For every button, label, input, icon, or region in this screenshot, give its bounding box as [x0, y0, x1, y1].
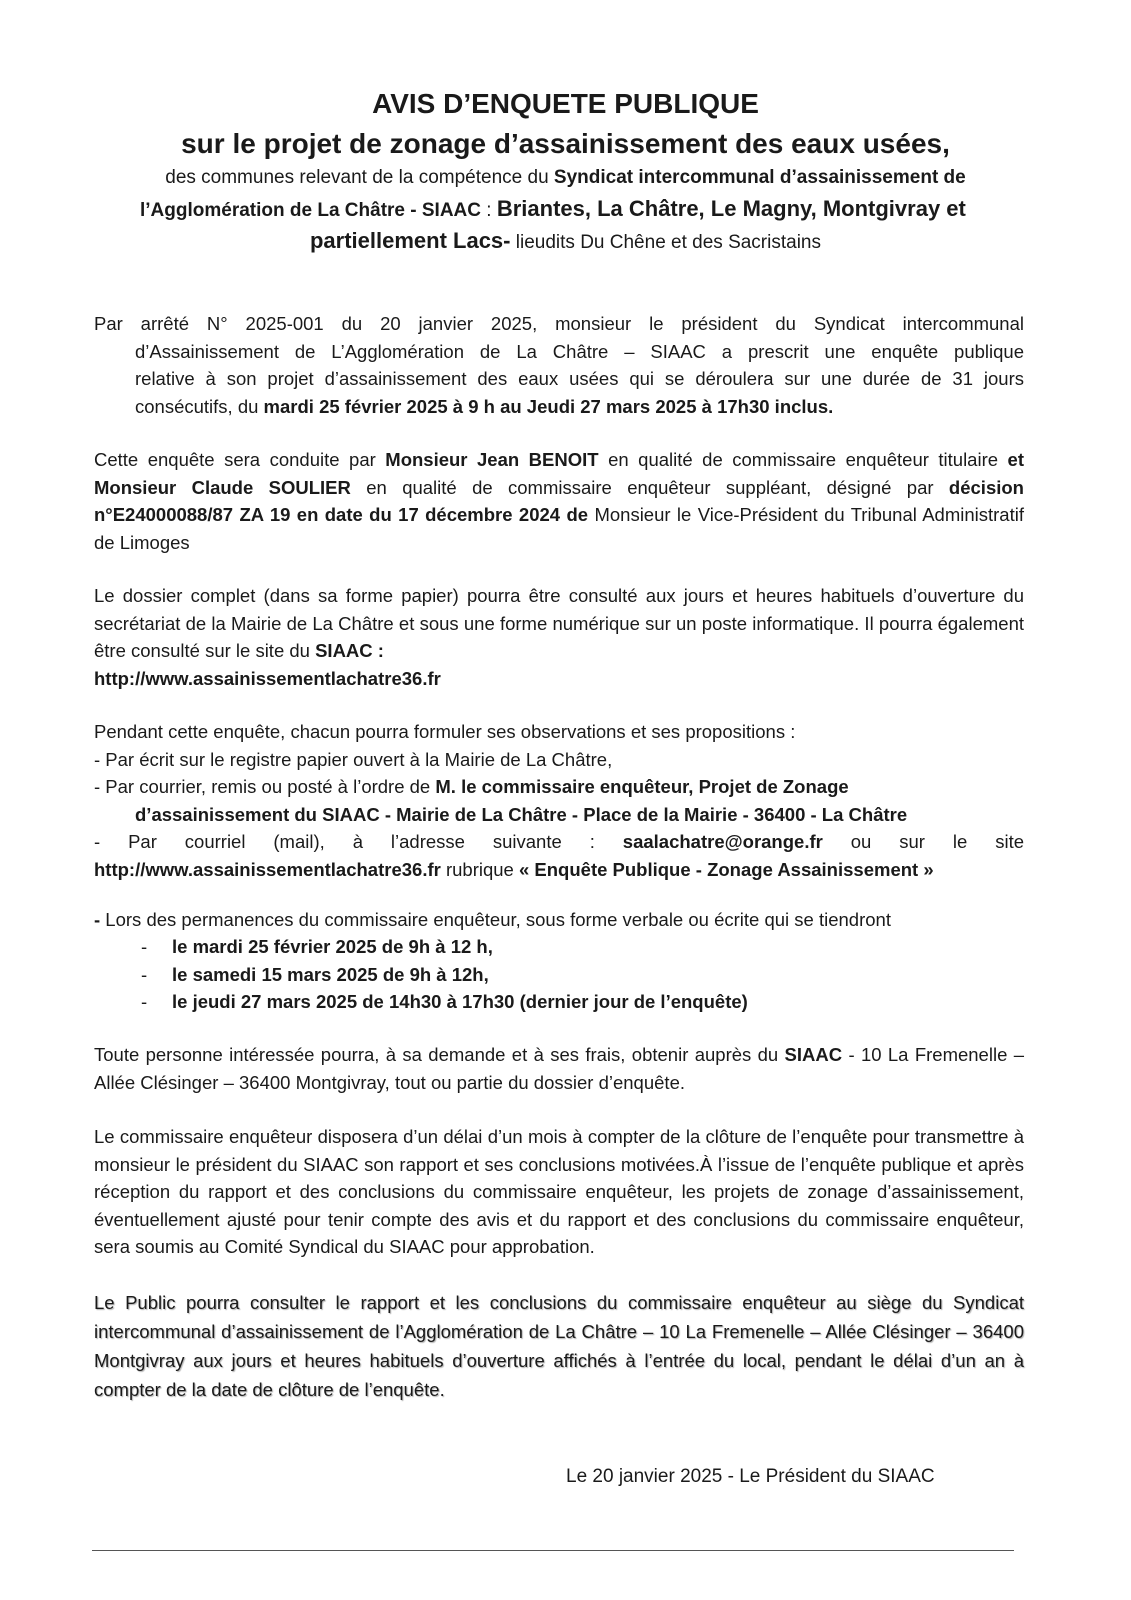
paragraph-rapport	[94, 1123, 1024, 1261]
header-line-1-text: des communes relevant de la compétence du	[165, 167, 554, 188]
email-link[interactable]: saalachatre@orange.fr	[622, 831, 823, 852]
signature: Le 20 janvier 2025 - Le Président du SIAAC	[566, 1466, 935, 1487]
footer-divider	[92, 1550, 1014, 1551]
paragraph-arrete	[94, 310, 1024, 420]
commissaire-text-g: Monsieur le Vice-Président du Tribunal Administratif de Limoges	[94, 504, 1024, 553]
arrete-line-4-text: consécutifs, du	[135, 395, 264, 417]
lieudits: lieudits Du Chêne et des Sacristains	[510, 232, 821, 253]
permanence-date	[94, 933, 1024, 961]
paragraph-permanences	[94, 906, 1024, 934]
commissaire-text-a: Cette enquête sera conduite par	[94, 449, 386, 470]
siaac-website-link[interactable]: http://www.assainissementlachatre36.fr	[94, 667, 441, 689]
observation-item-courrier	[94, 773, 1024, 801]
arrete-line-1: Par arrêté N° 2025-001 du 20 janvier 2025, monsieur le président du Syndicat intercommunal	[94, 313, 1024, 334]
permanence-date	[94, 988, 1024, 1016]
permanence-date-text: le mardi 25 février 2025 de 9h à 12 h,	[172, 936, 493, 957]
permanence-date-text: le samedi 15 mars 2025 de 9h à 12h,	[172, 963, 489, 985]
rubrique-name: « Enquête Publique - Zonage Assainissement »	[518, 858, 934, 880]
courriel-text-b: ou sur le site	[822, 831, 1024, 852]
header-line-1	[0, 167, 1131, 189]
courrier-destinataire: M. le commissaire enquêteur, Projet de Zonage	[435, 776, 849, 797]
siaac-label: SIAAC :	[315, 640, 384, 661]
document-title: AVIS D’ENQUETE PUBLIQUE	[372, 88, 759, 119]
rapport-text: Le commissaire enquêteur disposera d’un délai d’un mois à compter de la clôture de l’enquête pour transmettre à monsieur le président du SIAAC son rapport et ses conclusions motivées.À l’issue de l’enquête publique et après réception du rapport et des conclusions du commissaire enquêteur, les projets de zonage d’assainissement, éventuellement ajusté pour tenir compte des avis et du rapport et des conclusions du commissaire enquêteur, sera soumis au Comité Syndical du SIAAC pour approbation.	[94, 1126, 1024, 1257]
observation-item-ecrit: - Par écrit sur le registre papier ouvert à la Mairie de La Châtre,	[94, 748, 613, 770]
courrier-text: - Par courrier, remis ou posté à l’ordre de	[94, 776, 436, 797]
siaac-name: l’Agglomération de La Châtre - SIAAC	[140, 200, 481, 221]
permanence-date-text: le jeudi 27 mars 2025 de 14h30 à 17h30 (dernier jour de l’enquête)	[172, 991, 748, 1012]
courriel-line-1	[94, 828, 1024, 856]
communes-list: Briantes, La Châtre, Le Magny, Montgivray et	[496, 196, 966, 221]
courrier-adresse: d’assainissement du SIAAC - Mairie de La Châtre - Place de la Mairie - 36400 - La Châtre	[135, 803, 908, 825]
permanence-date	[94, 961, 1024, 989]
arrete-line-3: relative à son projet d’assainissement des eaux usées qui se déroulera sur une durée de 31 jours	[135, 368, 1024, 389]
syndicat-name: Syndicat intercommunal d’assainissement de	[553, 167, 966, 188]
commissaire-suppleant: et Monsieur Claude SOULIER	[94, 449, 1024, 498]
header-line-2	[140, 196, 1020, 222]
header-colon: :	[480, 200, 497, 221]
rubrique-text: rubrique	[440, 858, 519, 880]
decision-reference: décision n°E24000088/87 ZA 19 en date du 17 décembre 2024 de	[94, 476, 1024, 525]
communes-list-end: partiellement Lacs-	[309, 228, 511, 253]
copie-text-a: Toute personne intéressée pourra, à sa demande et à ses frais, obtenir auprès du	[94, 1044, 785, 1065]
bullet-dash: -	[141, 936, 148, 957]
observation-item-courriel	[94, 828, 1024, 883]
header-line-3	[0, 228, 1131, 254]
bullet-dash: -	[141, 991, 148, 1012]
copie-text-c: - 10 La Fremenelle – Allée Clésinger – 36400 Montgivray, tout ou partie du dossier d’enquête.	[94, 1044, 1024, 1093]
arrete-line-2: d’Assainissement de L’Agglomération de La Châtre – SIAAC a prescrit une enquête publique	[135, 340, 1024, 362]
observations-intro: Pendant cette enquête, chacun pourra formuler ses observations et ses propositions :	[94, 721, 796, 742]
courrier-adresse-line	[94, 801, 1024, 829]
paragraph-public	[94, 1288, 1024, 1404]
commissaire-text-c: en qualité de commissaire enquêteur titulaire	[598, 449, 1008, 470]
courriel-text: - Par courriel (mail), à l’adresse suivante :	[94, 831, 623, 852]
arrete-line-4	[94, 393, 1024, 421]
permanences-dash: -	[94, 909, 101, 930]
paragraph-copie	[94, 1041, 1024, 1096]
document-subtitle: sur le projet de zonage d’assainissement des eaux usées,	[181, 128, 950, 159]
enquete-dates: mardi 25 février 2025 à 9 h au Jeudi 27 mars 2025 à 17h30 inclus.	[263, 395, 834, 417]
commissaire-titulaire: Monsieur Jean BENOIT	[385, 449, 599, 470]
paragraph-observations	[94, 718, 1024, 883]
paragraph-dossier	[94, 582, 1024, 692]
siaac-label: SIAAC	[784, 1044, 843, 1065]
paragraph-commissaire	[94, 446, 1024, 556]
permanences-list	[94, 933, 1024, 1016]
commissaire-text-e: en qualité de commissaire enquêteur suppléant, désigné par	[350, 476, 949, 498]
permanences-intro: Lors des permanences du commissaire enquêteur, sous forme verbale ou écrite qui se tiendront	[100, 909, 891, 930]
bullet-dash: -	[141, 963, 148, 985]
public-text: Le Public pourra consulter le rapport et les conclusions du commissaire enquêteur au siège du Syndicat intercommunal d’assainissement de l’Agglomération de La Châtre – 10 La Fremenelle – Allée Clésinger – 36400 Montgivray aux jours et heures habituels d’ouverture affichés à l’entrée du local, pendant le délai d’un an à compter de la date de clôture de l’enquête.	[94, 1292, 1024, 1400]
dossier-text: Le dossier complet (dans sa forme papier) pourra être consulté aux jours et heures habituels d’ouverture du secrétariat de la Mairie de La Châtre et sous une forme numérique sur un poste informatique. Il pourra également être consulté sur le site du	[94, 585, 1024, 661]
website-link[interactable]: http://www.assainissementlachatre36.fr	[94, 858, 441, 880]
